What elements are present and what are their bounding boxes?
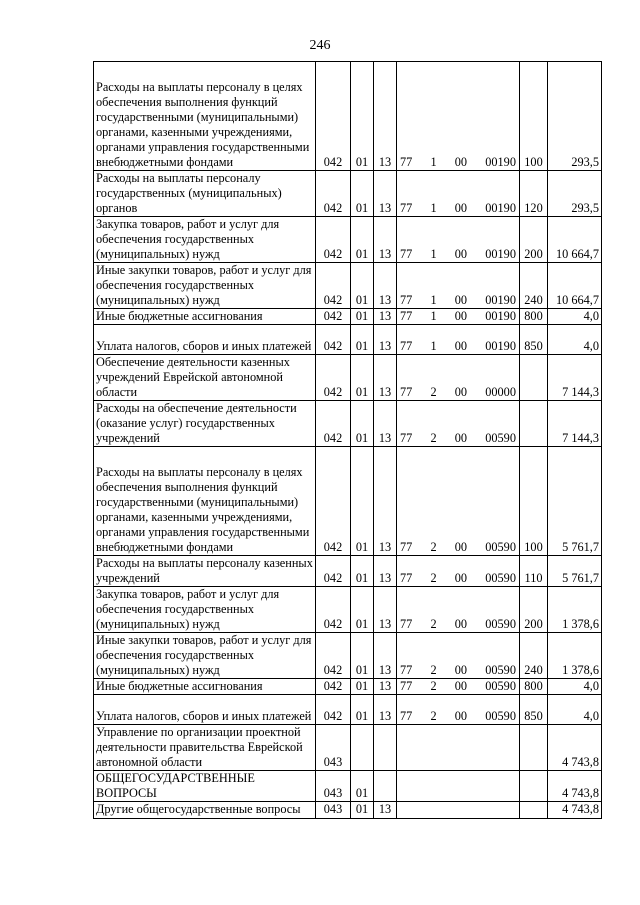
target-article-part: 00590	[485, 431, 516, 445]
target-article-part: 77	[400, 571, 413, 585]
subsection-code: 13	[374, 401, 397, 447]
target-article-part: 2	[430, 385, 437, 399]
target-article-code	[397, 679, 520, 695]
section-code: 01	[351, 695, 374, 725]
expense-type-code	[520, 771, 548, 802]
amount: 4 743,8	[548, 725, 602, 771]
target-article-code	[397, 771, 520, 802]
subsection-code: 13	[374, 171, 397, 217]
target-article-part: 00	[454, 309, 468, 323]
section-code: 01	[351, 447, 374, 556]
target-article-part: 77	[400, 540, 413, 554]
amount: 7 144,3	[548, 355, 602, 401]
amount: 4,0	[548, 325, 602, 355]
target-article-parts	[399, 309, 517, 324]
expense-type-code: 120	[520, 171, 548, 217]
section-code	[351, 725, 374, 771]
row-name: Закупка товаров, работ и услуг для обеспечения государственных (муниципальных) нужд	[94, 587, 316, 633]
amount: 1 378,6	[548, 587, 602, 633]
subsection-code: 13	[374, 309, 397, 325]
ministry-code: 042	[316, 355, 351, 401]
target-article-part: 00590	[485, 679, 516, 693]
target-article-part: 00190	[485, 309, 516, 323]
ministry-code: 042	[316, 556, 351, 587]
target-article-part: 1	[430, 155, 437, 169]
amount: 293,5	[548, 62, 602, 171]
target-article-part: 00	[454, 339, 468, 353]
ministry-code: 042	[316, 447, 351, 556]
ministry-code: 043	[316, 771, 351, 802]
target-article-code	[397, 633, 520, 679]
table-row	[94, 309, 602, 325]
row-name: Расходы на выплаты персоналу в целях обеспечения выполнения функций государственными (муниципальными) органами, казенными учреждениями, органами управления государственными внебюджетными фондами	[94, 447, 316, 556]
section-code: 01	[351, 325, 374, 355]
target-article-part: 00	[454, 155, 468, 169]
row-name: ОБЩЕГОСУДАРСТВЕННЫЕ ВОПРОСЫ	[94, 771, 316, 802]
expense-type-code: 110	[520, 556, 548, 587]
expense-type-code: 800	[520, 309, 548, 325]
target-article-part: 2	[430, 679, 437, 693]
target-article-parts	[399, 201, 517, 216]
target-article-code	[397, 401, 520, 447]
target-article-part: 00190	[485, 155, 516, 169]
table-row	[94, 771, 602, 802]
expense-type-code: 100	[520, 62, 548, 171]
row-name: Закупка товаров, работ и услуг для обеспечения государственных (муниципальных) нужд	[94, 217, 316, 263]
target-article-code	[397, 325, 520, 355]
table-row	[94, 679, 602, 695]
target-article-parts	[399, 617, 517, 632]
target-article-code	[397, 725, 520, 771]
amount: 10 664,7	[548, 263, 602, 309]
expense-type-code	[520, 355, 548, 401]
target-article-part: 00	[454, 679, 468, 693]
target-article-code	[397, 695, 520, 725]
row-name: Иные бюджетные ассигнования	[94, 309, 316, 325]
amount: 4,0	[548, 695, 602, 725]
target-article-part: 00590	[485, 571, 516, 585]
section-code: 01	[351, 217, 374, 263]
section-code: 01	[351, 771, 374, 802]
table-row	[94, 217, 602, 263]
target-article-part: 1	[430, 339, 437, 353]
subsection-code: 13	[374, 62, 397, 171]
target-article-parts	[399, 247, 517, 262]
amount: 4 743,8	[548, 771, 602, 802]
ministry-code: 042	[316, 679, 351, 695]
expense-type-code: 850	[520, 695, 548, 725]
table-row	[94, 633, 602, 679]
expense-type-code: 200	[520, 587, 548, 633]
target-article-part: 2	[430, 709, 437, 723]
row-name: Уплата налогов, сборов и иных платежей	[94, 325, 316, 355]
expense-type-code: 850	[520, 325, 548, 355]
target-article-part: 77	[400, 201, 413, 215]
target-article-part: 00	[454, 293, 468, 307]
subsection-code: 13	[374, 263, 397, 309]
amount: 4,0	[548, 679, 602, 695]
table-body	[94, 62, 602, 819]
row-name: Управление по организации проектной деятельности правительства Еврейской автономной области	[94, 725, 316, 771]
target-article-part: 2	[430, 663, 437, 677]
section-code: 01	[351, 263, 374, 309]
amount: 10 664,7	[548, 217, 602, 263]
target-article-part: 00190	[485, 339, 516, 353]
target-article-part: 77	[400, 339, 413, 353]
target-article-part: 00	[454, 617, 468, 631]
expense-type-code: 800	[520, 679, 548, 695]
target-article-part: 00	[454, 385, 468, 399]
table-row	[94, 401, 602, 447]
target-article-parts	[399, 293, 517, 308]
target-article-part: 00190	[485, 293, 516, 307]
target-article-code	[397, 802, 520, 819]
target-article-part: 00590	[485, 709, 516, 723]
section-code: 01	[351, 556, 374, 587]
expense-type-code: 200	[520, 217, 548, 263]
target-article-part: 77	[400, 309, 413, 323]
amount: 1 378,6	[548, 633, 602, 679]
subsection-code: 13	[374, 355, 397, 401]
ministry-code: 042	[316, 171, 351, 217]
expense-type-code	[520, 802, 548, 819]
subsection-code: 13	[374, 679, 397, 695]
target-article-part: 00	[454, 431, 468, 445]
ministry-code: 042	[316, 263, 351, 309]
target-article-part: 77	[400, 679, 413, 693]
subsection-code: 13	[374, 447, 397, 556]
ministry-code: 042	[316, 401, 351, 447]
target-article-parts	[399, 663, 517, 678]
target-article-parts	[399, 540, 517, 555]
subsection-code: 13	[374, 587, 397, 633]
table-row	[94, 325, 602, 355]
row-name: Расходы на обеспечение деятельности (оказание услуг) государственных учреждений	[94, 401, 316, 447]
row-name: Иные бюджетные ассигнования	[94, 679, 316, 695]
expense-type-code	[520, 401, 548, 447]
target-article-part: 2	[430, 431, 437, 445]
target-article-part: 77	[400, 385, 413, 399]
table-row	[94, 802, 602, 819]
amount: 5 761,7	[548, 447, 602, 556]
target-article-code	[397, 587, 520, 633]
row-name: Расходы на выплаты персоналу государственных (муниципальных) органов	[94, 171, 316, 217]
target-article-part: 77	[400, 663, 413, 677]
row-name: Иные закупки товаров, работ и услуг для обеспечения государственных (муниципальных) нужд	[94, 263, 316, 309]
expense-type-code: 240	[520, 633, 548, 679]
amount: 5 761,7	[548, 556, 602, 587]
target-article-part: 00590	[485, 540, 516, 554]
target-article-code	[397, 62, 520, 171]
subsection-code	[374, 771, 397, 802]
target-article-part: 00590	[485, 617, 516, 631]
target-article-parts	[399, 679, 517, 694]
table-row	[94, 355, 602, 401]
target-article-part: 00190	[485, 201, 516, 215]
ministry-code: 043	[316, 802, 351, 819]
target-article-part: 00	[454, 540, 468, 554]
ministry-code: 042	[316, 62, 351, 171]
section-code: 01	[351, 309, 374, 325]
target-article-parts	[399, 339, 517, 354]
target-article-part: 00	[454, 709, 468, 723]
target-article-part: 77	[400, 709, 413, 723]
target-article-part: 00	[454, 247, 468, 261]
amount: 4,0	[548, 309, 602, 325]
amount: 4 743,8	[548, 802, 602, 819]
section-code: 01	[351, 587, 374, 633]
row-name: Другие общегосударственные вопросы	[94, 802, 316, 819]
target-article-code	[397, 217, 520, 263]
target-article-parts	[399, 385, 517, 400]
target-article-parts	[399, 709, 517, 724]
subsection-code: 13	[374, 633, 397, 679]
target-article-parts	[399, 571, 517, 586]
target-article-part: 77	[400, 617, 413, 631]
subsection-code: 13	[374, 325, 397, 355]
target-article-code	[397, 263, 520, 309]
target-article-parts	[399, 155, 517, 170]
subsection-code: 13	[374, 802, 397, 819]
ministry-code: 042	[316, 633, 351, 679]
section-code: 01	[351, 355, 374, 401]
subsection-code: 13	[374, 556, 397, 587]
section-code: 01	[351, 633, 374, 679]
ministry-code: 042	[316, 309, 351, 325]
row-name: Обеспечение деятельности казенных учреждений Еврейской автономной области	[94, 355, 316, 401]
table-row	[94, 725, 602, 771]
table-row	[94, 556, 602, 587]
target-article-part: 00190	[485, 247, 516, 261]
ministry-code: 042	[316, 587, 351, 633]
target-article-part: 00	[454, 201, 468, 215]
subsection-code: 13	[374, 217, 397, 263]
ministry-code: 042	[316, 325, 351, 355]
row-name: Расходы на выплаты персоналу в целях обеспечения выполнения функций государственными (муниципальными) органами, казенными учреждениями, органами управления государственными внебюджетными фондами	[94, 62, 316, 171]
target-article-code	[397, 355, 520, 401]
row-name: Уплата налогов, сборов и иных платежей	[94, 695, 316, 725]
amount: 7 144,3	[548, 401, 602, 447]
target-article-code	[397, 556, 520, 587]
target-article-part: 1	[430, 247, 437, 261]
target-article-part: 77	[400, 431, 413, 445]
amount: 293,5	[548, 171, 602, 217]
target-article-part: 1	[430, 293, 437, 307]
expense-type-code: 100	[520, 447, 548, 556]
target-article-part: 00	[454, 571, 468, 585]
page-number: 246	[309, 38, 331, 53]
budget-table	[93, 61, 602, 819]
table-row	[94, 62, 602, 171]
target-article-code	[397, 309, 520, 325]
target-article-part: 00	[454, 663, 468, 677]
target-article-code	[397, 447, 520, 556]
ministry-code: 043	[316, 725, 351, 771]
row-name: Иные закупки товаров, работ и услуг для обеспечения государственных (муниципальных) нужд	[94, 633, 316, 679]
ministry-code: 042	[316, 217, 351, 263]
table-row	[94, 447, 602, 556]
subsection-code	[374, 725, 397, 771]
table-row	[94, 587, 602, 633]
target-article-code	[397, 171, 520, 217]
section-code: 01	[351, 62, 374, 171]
target-article-part: 2	[430, 571, 437, 585]
target-article-part: 00590	[485, 663, 516, 677]
target-article-part: 2	[430, 540, 437, 554]
target-article-part: 1	[430, 309, 437, 323]
row-name: Расходы на выплаты персоналу казенных учреждений	[94, 556, 316, 587]
target-article-part: 77	[400, 293, 413, 307]
section-code: 01	[351, 679, 374, 695]
expense-type-code	[520, 725, 548, 771]
target-article-part: 77	[400, 155, 413, 169]
table-row	[94, 695, 602, 725]
section-code: 01	[351, 171, 374, 217]
section-code: 01	[351, 802, 374, 819]
section-code: 01	[351, 401, 374, 447]
target-article-part: 1	[430, 201, 437, 215]
target-article-part: 2	[430, 617, 437, 631]
expense-type-code: 240	[520, 263, 548, 309]
table-row	[94, 171, 602, 217]
target-article-part: 00000	[485, 385, 516, 399]
subsection-code: 13	[374, 695, 397, 725]
target-article-part: 77	[400, 247, 413, 261]
target-article-parts	[399, 431, 517, 446]
table-row	[94, 263, 602, 309]
ministry-code: 042	[316, 695, 351, 725]
